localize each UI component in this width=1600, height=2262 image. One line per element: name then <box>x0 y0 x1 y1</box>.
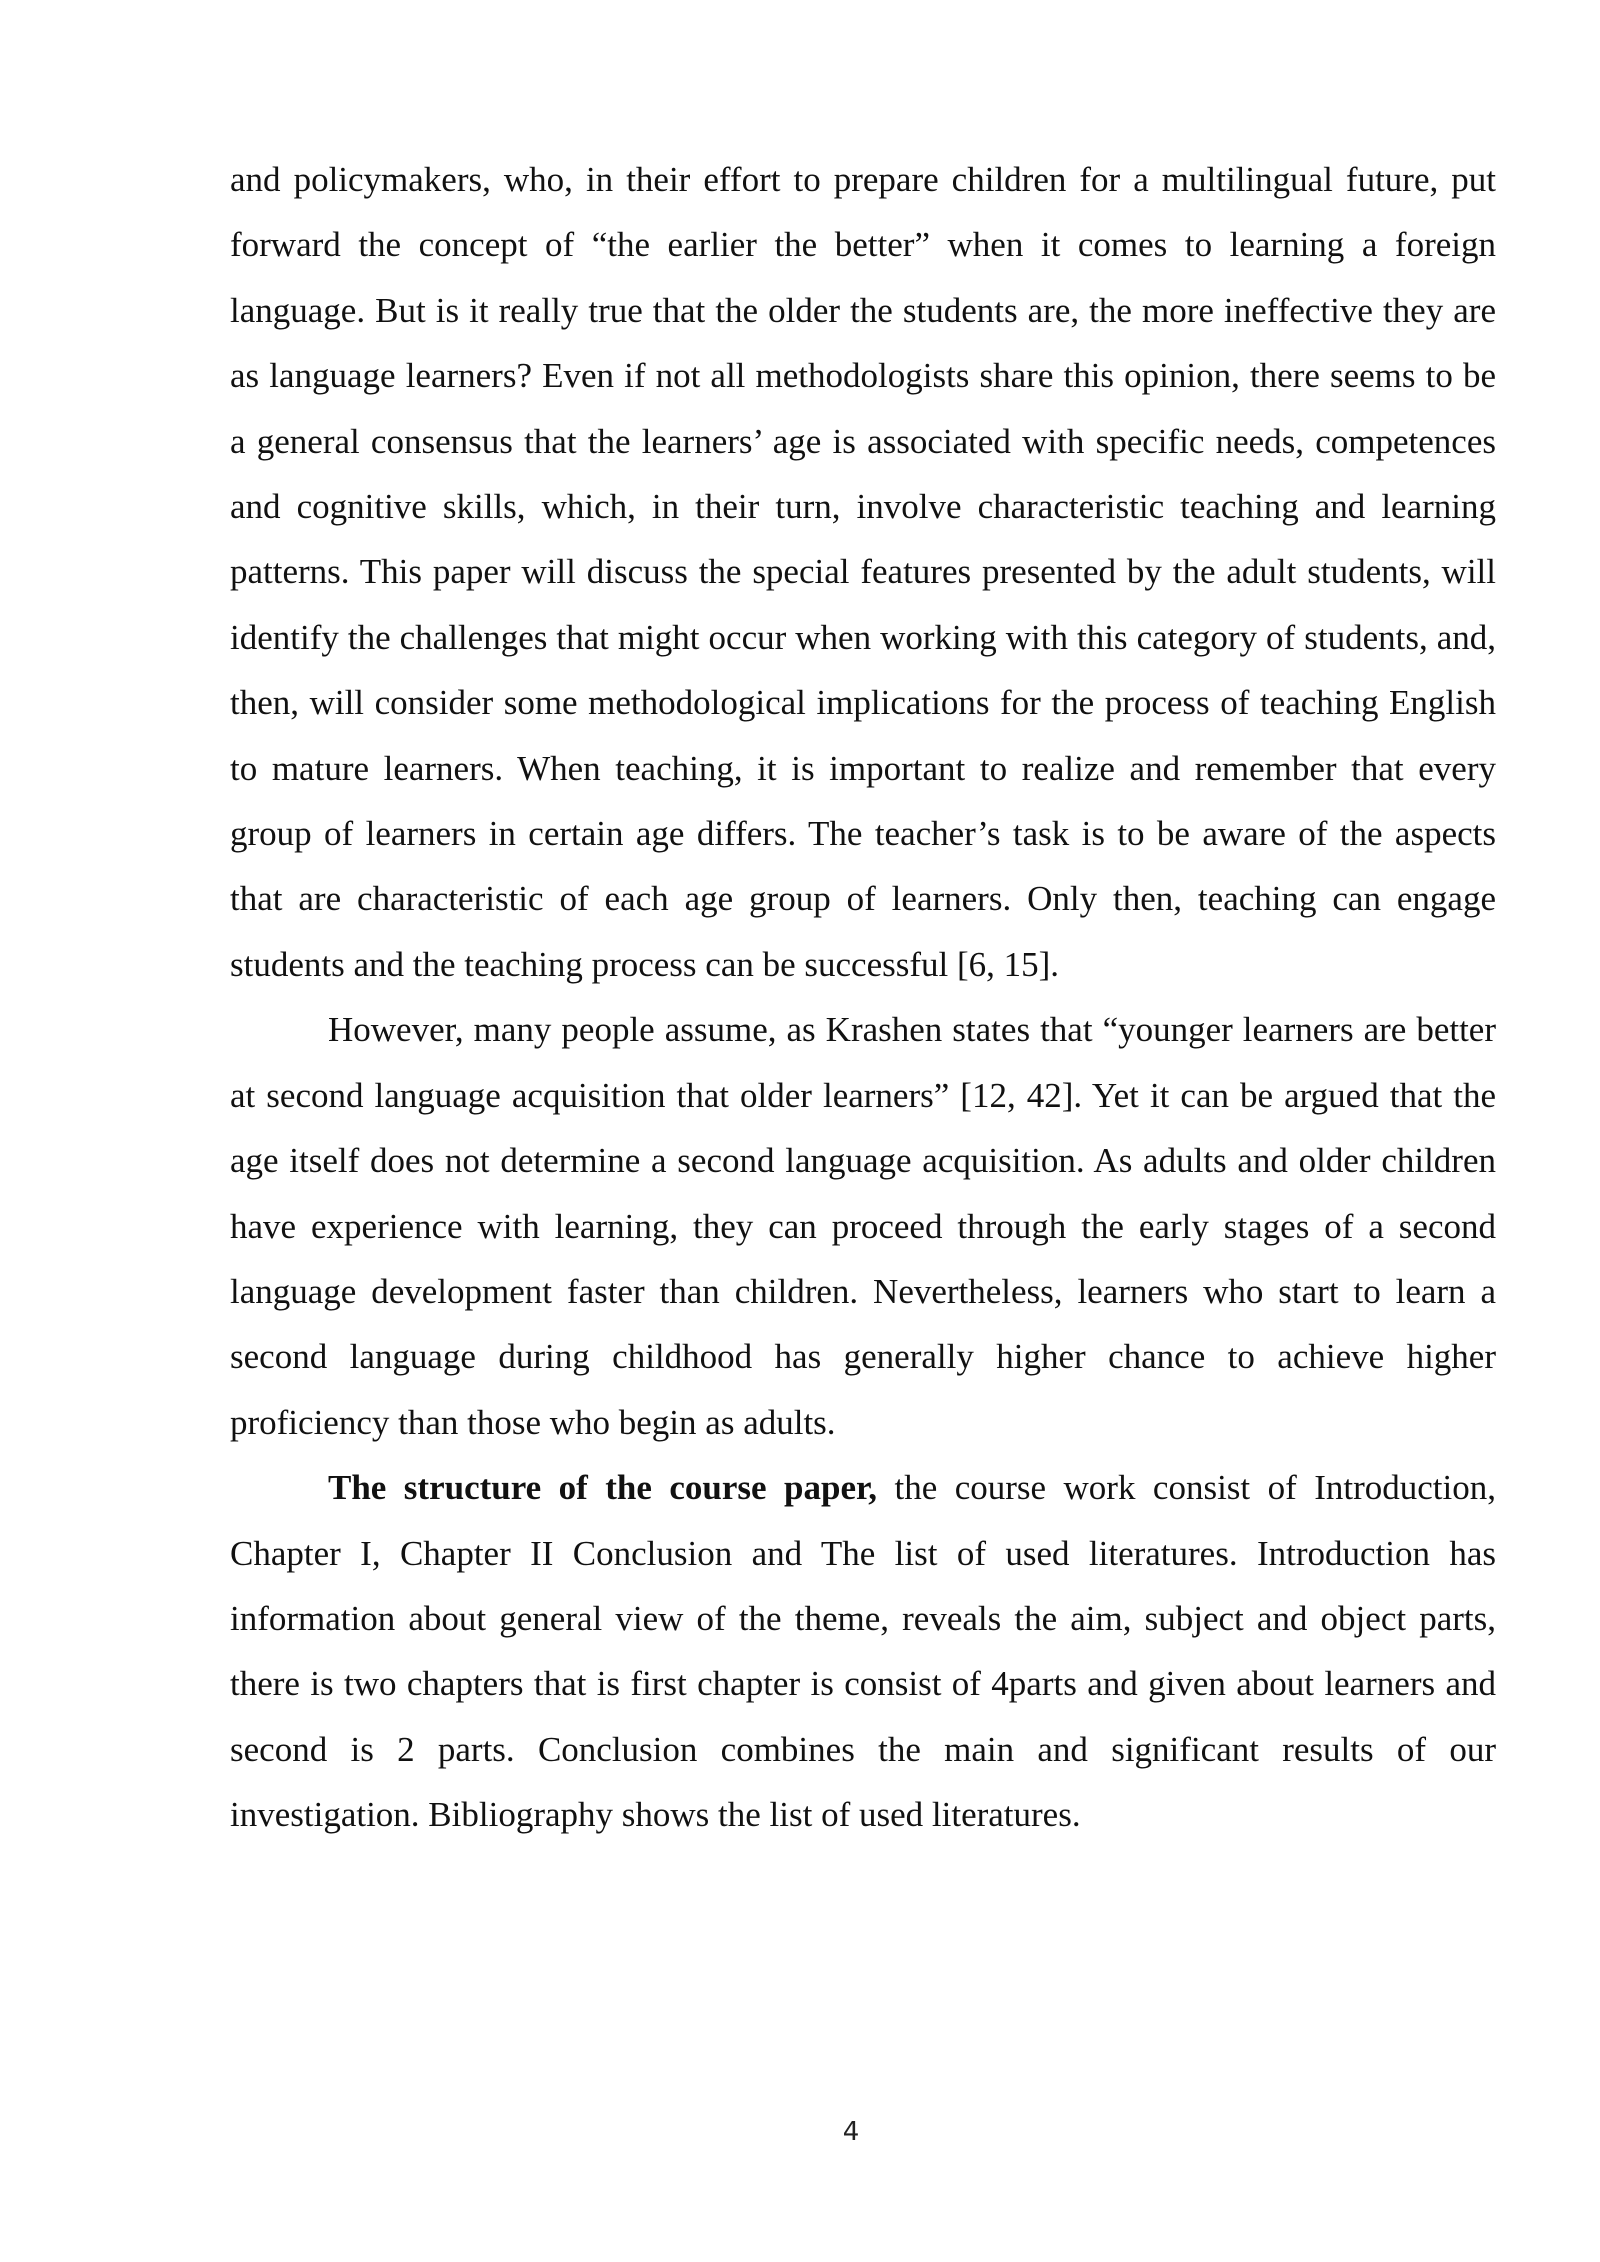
paragraph-structure <box>230 1455 1496 1847</box>
body-text <box>230 147 1496 1848</box>
paragraph-text: However, many people assume, as Krashen states that “younger learners are better at second language acquisition that older learners” [12, 42]. Yet it can be argued that the age itself does not determine a second language acquisition. As adults and older children have experience with learning, they can proceed through the early stages of a second language development faster than children. Nevertheless, learners who start to learn a second language during childhood has generally higher chance to achieve higher proficiency than those who begin as adults. <box>230 1010 1496 1442</box>
page-number: 4 <box>842 2117 860 2147</box>
paragraph-continuation <box>230 147 1496 997</box>
paragraph-krashen <box>230 997 1496 1455</box>
paragraph-text: and policymakers, who, in their effort to prepare children for a multilingual future, put forward the concept of “the earlier the better” when it comes to learning a foreign language. But is it really true that the older the students are, the more ineffective they are as language learners? Even if not all methodologists share this opinion, there seems to be a general consensus that the learners’ age is associated with specific needs, competences and cognitive skills, which, in their turn, involve characteristic teaching and learning patterns. This paper will discuss the special features presented by the adult students, will identify the challenges that might occur when working with this category of students, and, then, will consider some methodological implications for the process of teaching English to mature learners. When teaching, it is important to realize and remember that every group of learners in certain age differs. The teacher’s task is to be aware of the aspects that are characteristic of each age group of learners. Only then, teaching can engage students and the teaching process can be successful [6, 15]. <box>230 160 1496 984</box>
paragraph-lead-bold: The structure of the course paper, <box>328 1468 878 1508</box>
paragraph-text: the course work consist of Introduction, Chapter I, Chapter II Conclusion and The list of used literatures. Introduction has information about general view of the theme, reveals the aim, subject and object parts, there is two chapters that is first chapter is consist of 4parts and given about learners and second is 2 parts. Conclusion combines the main and significant results of our investigation. Bibliography shows the list of used literatures. <box>230 1468 1496 1835</box>
